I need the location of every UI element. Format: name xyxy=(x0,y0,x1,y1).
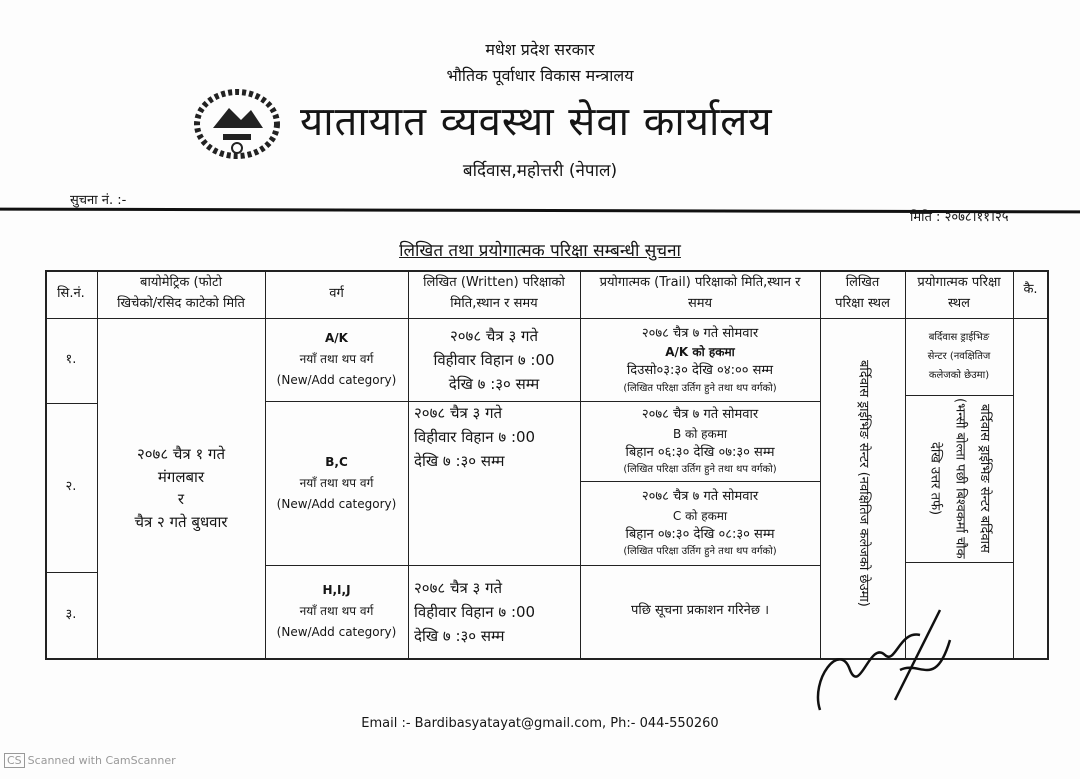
text: A/K xyxy=(325,331,348,345)
biometric-dates xyxy=(97,318,265,658)
written-exam-cell xyxy=(408,401,586,481)
office-title: यातायात व्यवस्था सेवा कार्यालय xyxy=(300,99,773,145)
text: २०७८ चैत्र ७ गते सोमवार xyxy=(641,489,759,504)
table-border xyxy=(905,562,1013,563)
text: नयाँ तथा थप वर्ग xyxy=(299,352,374,366)
table-border xyxy=(1047,270,1049,660)
office-address: बर्दिवास,महोत्तरी (नेपाल) xyxy=(462,161,618,181)
text: विहीवार विहान ७ :00 xyxy=(414,428,536,446)
text: कलेजको छेउमा) xyxy=(928,370,990,381)
text: देखि ७ :३० सम्म xyxy=(414,452,505,470)
text: कै. xyxy=(1023,281,1038,297)
text: H,I,J xyxy=(322,583,351,597)
text xyxy=(223,134,251,140)
text: (भन्सी बोल्ता पछी बिश्वकर्मा चौक xyxy=(952,398,968,559)
text: पछि सूचना प्रकाशन गरिनेछ । xyxy=(630,603,770,619)
text: २०७८ चैत्र १ गते xyxy=(136,445,226,463)
notice-number: सुचना नं. :- xyxy=(70,193,127,208)
header-written-site xyxy=(820,270,905,318)
text: र xyxy=(177,490,185,508)
text: २०७८ चैत्र ७ गते सोमवार xyxy=(641,407,759,422)
trial-exam-cell xyxy=(580,318,820,401)
camscanner-logo-icon: CS xyxy=(4,753,25,768)
category-cell xyxy=(265,401,408,565)
text: बर्दिवास ड्राईभिङ सेन्टर बर्दिवास xyxy=(977,404,993,553)
text: चैत्र २ गते बुधवार xyxy=(134,512,228,531)
text: मिति,स्थान र समय xyxy=(450,296,538,311)
text: देखि ७ :३० सम्म xyxy=(414,626,505,645)
text: (लिखित परिक्षा उर्तिग हुने तथा थप वर्गको) xyxy=(623,464,777,475)
row-sn: १. xyxy=(65,352,77,368)
written-exam-cell xyxy=(408,318,580,401)
text: बर्दिवास ड्राईभिङ xyxy=(928,332,990,343)
text: (New/Add category) xyxy=(276,496,397,511)
row-sn: ३. xyxy=(65,606,77,622)
text: २०७८ चैत्र ३ गते xyxy=(449,326,539,345)
contact-footer: Email :- Bardibasyatayat@gmail.com, Ph:- 044-550260 xyxy=(361,716,719,731)
text xyxy=(818,610,950,710)
text: देखि ७ :३० सम्म xyxy=(448,374,540,393)
header-trial xyxy=(580,270,820,318)
header-category xyxy=(265,270,408,318)
header-practical-site xyxy=(905,270,1013,318)
practical-site-cell xyxy=(905,318,1013,395)
header-written xyxy=(408,270,580,318)
text: B,C xyxy=(325,454,348,469)
text: बायोमेट्रिक (फोटो xyxy=(140,275,222,291)
text: बिहान ०७:३० देखि ०८:३० सम्म xyxy=(625,526,775,542)
notice-subject: लिखित तथा प्रयोगात्मक परिक्षा सम्बन्धी सुचना xyxy=(399,241,681,261)
written-exam-cell xyxy=(408,565,586,658)
text: स्थल xyxy=(948,296,970,311)
text: वर्ग xyxy=(329,285,344,301)
text: सि.नं. xyxy=(57,285,85,301)
text xyxy=(213,108,263,128)
trial-exam-cell xyxy=(580,401,820,481)
text: समय xyxy=(687,296,713,311)
notice-date: मिति : २०७८।११।२५ xyxy=(910,210,1009,225)
header-remarks xyxy=(1013,270,1048,310)
category-cell xyxy=(265,565,408,658)
text: दिउसो०३:३० देखि ०४:०० सम्म xyxy=(626,363,774,378)
written-exam-site xyxy=(820,318,905,648)
trial-exam-cell xyxy=(580,565,820,658)
text: B को हकमा xyxy=(672,426,728,441)
text: २०७८ चैत्र ३ गते xyxy=(414,404,503,422)
text: विहीवार विहान ७ :00 xyxy=(433,350,555,369)
signature-icon xyxy=(800,600,960,720)
text: परिक्षा स्थल xyxy=(835,296,890,311)
text: मंगलबार xyxy=(157,467,205,486)
text: २०७८ चैत्र ७ गते सोमवार xyxy=(641,325,759,341)
scanner-watermark xyxy=(4,754,176,767)
text: बर्दिवास ड्राईभिङ सेन्टर (नवक्षितिज कलेजको छेउमा) xyxy=(855,359,871,607)
text: C को हकमा xyxy=(672,508,728,523)
ministry-name: भौतिक पूर्वाधार विकास मन्त्रालय xyxy=(446,66,634,85)
text: बिहान ०६:३० देखि ०७:३० सम्म xyxy=(625,444,775,460)
practical-site-cell xyxy=(905,395,1013,562)
header-sn xyxy=(45,270,97,318)
government-name: मधेश प्रदेश सरकार xyxy=(485,40,595,59)
text: (लिखित परिक्षा उर्तिग हुने तथा थप वर्गको) xyxy=(623,546,777,557)
text xyxy=(232,143,242,153)
text: नयाँ तथा थप वर्ग xyxy=(299,604,374,618)
text: २०७८ चैत्र ३ गते xyxy=(414,578,503,597)
nepal-emblem-icon xyxy=(193,88,281,160)
category-cell xyxy=(265,318,408,401)
text: (लिखित परिक्षा उर्तिग हुने तथा थप वर्गको) xyxy=(623,382,777,394)
header-biometric xyxy=(97,270,265,318)
text: A/K को हकमा xyxy=(665,345,735,359)
text: देखि उत्तर तर्फ) xyxy=(927,441,943,516)
text: (New/Add category) xyxy=(276,373,397,387)
text: नयाँ तथा थप वर्ग xyxy=(299,475,374,490)
table-border xyxy=(1013,270,1014,660)
row-sn: २. xyxy=(65,479,77,495)
text: Scanned with CamScanner xyxy=(27,754,176,767)
text: खिचेको/रसिद काटेको मिति xyxy=(117,296,245,311)
text: लिखित (Written) परिक्षाको xyxy=(423,275,565,291)
text: सेन्टर (नवक्षितिज xyxy=(927,351,991,362)
trial-exam-cell xyxy=(580,481,820,565)
text: प्रयोगात्मक (Trail) परिक्षाको मिति,स्थान र xyxy=(599,275,801,291)
text: प्रयोगात्मक परिक्षा xyxy=(917,275,1001,291)
text: लिखित xyxy=(845,275,880,291)
text: (New/Add category) xyxy=(276,625,397,639)
text: विहीवार विहान ७ :00 xyxy=(414,602,536,621)
